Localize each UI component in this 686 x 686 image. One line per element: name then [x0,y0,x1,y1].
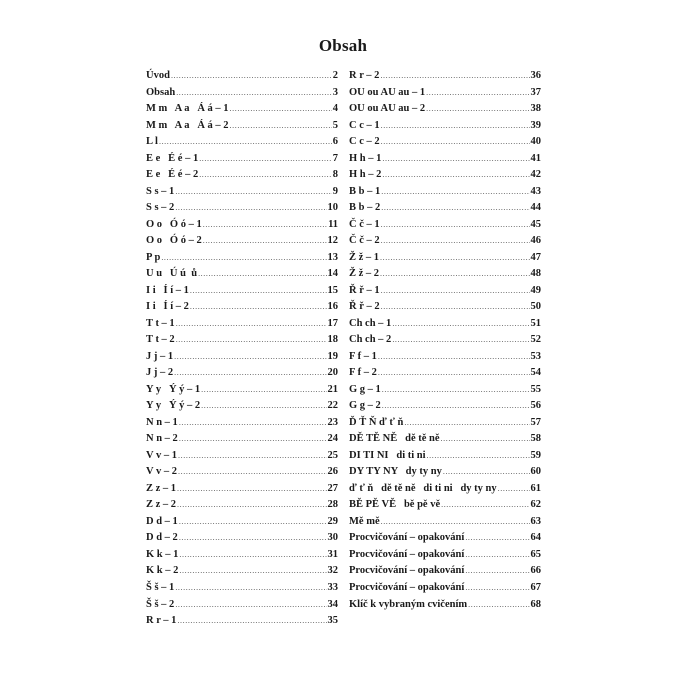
toc-entry[interactable] [349,200,541,217]
toc-entry-page-number: 49 [530,284,541,296]
toc-entry-label: DI TI NI di ti ni [349,449,426,461]
toc-entry-page-number: 23 [327,416,338,428]
toc-entry[interactable] [146,514,338,531]
toc-entry-page-number: 20 [327,367,338,379]
toc-entry-label: Ř ř – 2 [349,301,380,313]
toc-right-column [349,68,541,613]
toc-entry[interactable] [146,431,338,448]
toc-entry-label: F f – 2 [349,367,377,379]
toc-entry-label: Ž ž – 2 [349,268,380,280]
toc-entry[interactable] [349,85,541,102]
dot-leader [381,514,530,531]
toc-entry-label: P p [146,251,161,263]
toc-entry[interactable] [349,497,541,514]
toc-entry-page-number: 32 [327,565,338,577]
toc-entry[interactable] [146,184,338,201]
toc-entry-page-number: 50 [530,301,541,313]
toc-entry-label: Y y Ý ý – 2 [146,400,201,412]
dot-leader [441,431,530,448]
toc-entry-page-number: 48 [530,268,541,280]
toc-entry-page-number: 19 [327,350,338,362]
toc-entry-label: OU ou AU au – 2 [349,103,426,115]
toc-entry-page-number: 18 [327,334,338,346]
dot-leader [174,365,326,382]
toc-entry[interactable] [349,151,541,168]
toc-entry[interactable] [146,200,338,217]
toc-entry[interactable] [146,68,338,85]
toc-entry-page-number: 33 [327,581,338,593]
toc-entry-label: Ř ř – 1 [349,284,380,296]
toc-entry-label: S s – 2 [146,202,175,214]
toc-entry-page-number: 11 [328,218,338,230]
toc-entry-label: Obsah [146,86,176,98]
toc-entry-page-number: 2 [332,70,338,81]
toc-entry-label: Procvičování – opakování [349,565,465,577]
toc-entry-page-number: 55 [530,383,541,395]
toc-entry[interactable] [349,68,541,85]
toc-entry-page-number: 21 [327,383,338,395]
toc-entry-label: V v – 2 [146,466,178,478]
dot-leader [179,547,326,564]
dot-leader [465,580,529,597]
toc-entry-label: K k – 2 [146,565,179,577]
dot-leader [381,134,530,151]
toc-entry-page-number: 34 [327,598,338,610]
toc-entry-label: R r – 1 [146,615,177,627]
dot-leader [381,233,530,250]
toc-entry-label: C c – 2 [349,136,380,148]
toc-entry[interactable] [146,547,338,564]
toc-entry-page-number: 66 [530,565,541,577]
dot-leader [179,431,327,448]
toc-entry-label: T t – 1 [146,317,175,329]
toc-entry-page-number: 37 [530,86,541,98]
dot-leader [404,415,529,432]
toc-entry-label: L l [146,136,158,148]
toc-entry-page-number: 45 [530,218,541,230]
toc-entry-label: DY TY NY dy ty ny [349,466,442,478]
toc-entry[interactable] [146,398,338,415]
toc-entry-page-number: 28 [327,499,338,511]
toc-entry[interactable] [349,167,541,184]
toc-entry-label: OU ou AU au – 1 [349,86,426,98]
toc-entry[interactable] [349,316,541,333]
dot-leader [441,497,529,514]
toc-entry[interactable] [146,299,338,316]
dot-leader [381,184,529,201]
dot-leader [381,118,530,135]
toc-entry-label: T t – 2 [146,334,175,346]
toc-entry-label: D d – 1 [146,515,178,527]
toc-entry[interactable] [146,167,338,184]
toc-entry[interactable] [146,365,338,382]
toc-entry-label: Procvičování – opakování [349,581,465,593]
toc-entry[interactable] [146,464,338,481]
dot-leader [381,200,529,217]
toc-entry-label: N n – 1 [146,416,178,428]
dot-leader [392,316,529,333]
toc-entry[interactable] [349,563,541,580]
dot-leader [179,530,327,547]
toc-entry[interactable] [349,464,541,481]
toc-entry-label: G g – 1 [349,383,381,395]
toc-entry-page-number: 52 [530,334,541,346]
toc-entry-label: Š š – 2 [146,598,175,610]
dot-leader [382,167,529,184]
toc-entry-page-number: 44 [530,202,541,214]
toc-entry-page-number: 12 [327,235,338,247]
toc-entry-page-number: 65 [530,548,541,560]
toc-entry-label: Procvičování – opakování [349,532,465,544]
toc-entry-label: Ž ž – 1 [349,251,380,263]
toc-entry-label: Z z – 1 [146,482,177,494]
dot-leader [203,217,327,234]
toc-entry-label: N n – 2 [146,433,178,445]
dot-leader [176,85,332,102]
toc-entry-page-number: 9 [332,185,338,197]
toc-entry-page-number: 17 [327,317,338,329]
toc-entry-page-number: 42 [530,169,541,181]
toc-entry-label: K k – 1 [146,548,179,560]
toc-entry[interactable] [349,184,541,201]
toc-entry-page-number: 64 [530,532,541,544]
toc-entry-page-number: 57 [530,416,541,428]
toc-entry-label: C c – 1 [349,119,380,131]
toc-entry-page-number: 61 [530,482,541,494]
dot-leader [230,101,332,118]
toc-entry[interactable] [349,349,541,366]
toc-entry[interactable] [146,151,338,168]
dot-leader [392,332,529,349]
toc-entry-label: I i Í í – 1 [146,284,189,296]
toc-entry-label: ď ť ň dě tě ně di ti ni dy ty ny [349,482,497,494]
toc-entry-label: B b – 2 [349,202,381,214]
dot-leader [178,464,326,481]
toc-entry[interactable] [349,597,541,614]
toc-entry[interactable] [349,365,541,382]
toc-entry-page-number: 63 [530,515,541,527]
toc-entry[interactable] [349,481,541,498]
toc-entry-label: Ch ch – 2 [349,334,392,346]
dot-leader [175,184,331,201]
toc-entry[interactable] [349,134,541,151]
dot-leader [465,563,529,580]
toc-entry-page-number: 25 [327,449,338,461]
toc-entry-page-number: 13 [327,251,338,263]
dot-leader [380,250,529,267]
toc-entry-label: H h – 2 [349,169,382,181]
toc-entry[interactable] [146,283,338,300]
dot-leader [174,349,326,366]
toc-entry-label: Č č – 1 [349,218,380,230]
dot-leader [177,613,326,630]
toc-entry[interactable] [146,613,338,630]
dot-leader [382,398,530,415]
dot-leader [426,85,529,102]
toc-entry[interactable] [349,233,541,250]
dot-leader [190,283,327,300]
toc-entry-page-number: 38 [530,103,541,115]
dot-leader [176,316,327,333]
toc-entry-page-number: 31 [327,548,338,560]
toc-entry-label: U u Ú ú ů [146,268,198,280]
dot-leader [201,398,326,415]
toc-entry-page-number: 58 [530,433,541,445]
toc-entry-page-number: 36 [530,70,541,81]
toc-entry[interactable] [349,382,541,399]
toc-entry[interactable] [146,563,338,580]
toc-entry-page-number: 53 [530,350,541,362]
toc-entry-label: M m A a Á á – 1 [146,103,229,115]
dot-leader [198,266,326,283]
toc-entry-label: M m A a Á á – 2 [146,119,229,131]
toc-entry[interactable] [349,431,541,448]
toc-entry-label: R r – 2 [349,70,380,81]
toc-entry-page-number: 47 [530,251,541,263]
toc-entry-page-number: 60 [530,466,541,478]
dot-leader [381,217,530,234]
toc-entry[interactable] [146,118,338,135]
toc-entry-page-number: 67 [530,581,541,593]
toc-entry-page-number: 15 [327,284,338,296]
toc-entry[interactable] [146,382,338,399]
toc-entry[interactable] [146,481,338,498]
toc-entry-label: Klíč k vybraným cvičením [349,598,468,610]
toc-entry-label: Ch ch – 1 [349,317,392,329]
toc-entry[interactable] [349,530,541,547]
toc-entry[interactable] [146,597,338,614]
dot-leader [381,299,530,316]
dot-leader [380,266,529,283]
toc-entry[interactable] [349,398,541,415]
toc-entry-page-number: 5 [332,119,338,131]
toc-entry[interactable] [349,448,541,465]
toc-entry-label: H h – 1 [349,152,382,164]
toc-entry[interactable] [349,415,541,432]
toc-entry[interactable] [349,266,541,283]
page-title: Obsah [318,36,368,55]
toc-entry[interactable] [349,332,541,349]
toc-entry-label: Ď Ť Ň ď ť ň [349,416,404,428]
dot-leader [426,101,529,118]
toc-entry-page-number: 29 [327,515,338,527]
dot-leader [203,233,327,250]
toc-entry[interactable] [146,332,338,349]
toc-entry-label: Š š – 1 [146,581,175,593]
dot-leader [382,151,529,168]
dot-leader [179,563,326,580]
toc-entry-label: O o Ó ó – 1 [146,218,202,230]
dot-leader [380,68,529,85]
toc-entry-page-number: 14 [327,268,338,280]
toc-entry[interactable] [349,250,541,267]
toc-entry[interactable] [146,250,338,267]
toc-entry[interactable] [146,415,338,432]
dot-leader [161,250,326,267]
dot-leader [178,448,326,465]
toc-entry-label: S s – 1 [146,185,175,197]
toc-entry-page-number: 8 [332,169,338,181]
toc-entry-page-number: 40 [530,136,541,148]
toc-entry-page-number: 51 [530,317,541,329]
toc-entry-page-number: 26 [327,466,338,478]
toc-entry-label: O o Ó ó – 2 [146,235,202,247]
dot-leader [190,299,327,316]
toc-entry[interactable] [146,85,338,102]
toc-entry-label: D d – 2 [146,532,178,544]
toc-entry[interactable] [146,233,338,250]
dot-leader [179,415,327,432]
toc-entry-page-number: 10 [327,202,338,214]
dot-leader [381,283,530,300]
dot-leader [230,118,332,135]
dot-leader [159,134,332,151]
toc-entry[interactable] [146,580,338,597]
toc-entry[interactable] [146,448,338,465]
toc-entry[interactable] [349,118,541,135]
toc-entry-page-number: 68 [530,598,541,610]
toc-entry[interactable] [349,547,541,564]
dot-leader [443,464,530,481]
toc-entry[interactable] [146,349,338,366]
toc-entry-label: BĚ PĚ VĚ bě pě vě [349,499,441,511]
dot-leader [498,481,530,498]
toc-entry[interactable] [349,283,541,300]
toc-entry[interactable] [349,514,541,531]
toc-entry[interactable] [146,134,338,151]
toc-entry-page-number: 24 [327,433,338,445]
toc-entry-page-number: 6 [332,136,338,148]
toc-entry-label: J j – 2 [146,367,174,379]
dot-leader [378,349,530,366]
toc-entry-label: J j – 1 [146,350,174,362]
dot-leader [465,530,529,547]
toc-entry[interactable] [146,316,338,333]
toc-entry-page-number: 54 [530,367,541,379]
toc-entry-page-number: 30 [327,532,338,544]
toc-entry-label: F f – 1 [349,350,377,362]
toc-entry-page-number: 46 [530,235,541,247]
toc-entry[interactable] [146,217,338,234]
toc-entry-label: E e É é – 2 [146,169,199,181]
dot-leader [427,448,530,465]
toc-entry-page-number: 16 [327,301,338,313]
dot-leader [199,151,332,168]
dot-leader [177,497,326,514]
toc-entry[interactable] [146,530,338,547]
dot-leader [171,68,332,85]
toc-entry-page-number: 22 [327,400,338,412]
dot-leader [175,597,326,614]
toc-entry[interactable] [146,101,338,118]
dot-leader [175,580,326,597]
toc-entry-page-number: 27 [327,482,338,494]
toc-entry-label: Z z – 2 [146,499,177,511]
toc-entry-page-number: 3 [332,86,338,98]
toc-entry-page-number: 43 [530,185,541,197]
toc-entry[interactable] [349,580,541,597]
toc-entry-page-number: 7 [332,152,338,164]
dot-leader [378,365,530,382]
toc-entry-label: B b – 1 [349,185,381,197]
toc-left-column [146,68,338,630]
toc-entry-label: E e É é – 1 [146,152,199,164]
dot-leader [199,167,332,184]
toc-entry[interactable] [146,266,338,283]
toc-entry-page-number: 41 [530,152,541,164]
toc-entry-label: DĚ TĚ NĚ dě tě ně [349,433,440,445]
dot-leader [382,382,530,399]
toc-entry-page-number: 56 [530,400,541,412]
dot-leader [177,481,326,498]
toc-entry-label: Procvičování – opakování [349,548,465,560]
toc-entry-label: G g – 2 [349,400,381,412]
toc-entry-label: I i Í í – 2 [146,301,189,313]
toc-entry-label: Č č – 2 [349,235,380,247]
toc-entry-label: V v – 1 [146,449,178,461]
toc-entry-page-number: 4 [332,103,338,115]
toc-entry-label: Úvod [146,70,170,81]
toc-entry-page-number: 62 [530,499,541,511]
dot-leader [201,382,326,399]
toc-entry[interactable] [146,497,338,514]
toc-entry-label: Mě mě [349,515,380,527]
toc-entry[interactable] [349,217,541,234]
toc-entry[interactable] [349,101,541,118]
dot-leader [468,597,529,614]
dot-leader [465,547,529,564]
toc-entry[interactable] [349,299,541,316]
dot-leader [176,332,327,349]
toc-entry-page-number: 59 [530,449,541,461]
toc-entry-label: Y y Ý ý – 1 [146,383,201,395]
toc-entry-page-number: 35 [327,615,338,627]
dot-leader [175,200,326,217]
toc-entry-page-number: 39 [530,119,541,131]
dot-leader [179,514,327,531]
